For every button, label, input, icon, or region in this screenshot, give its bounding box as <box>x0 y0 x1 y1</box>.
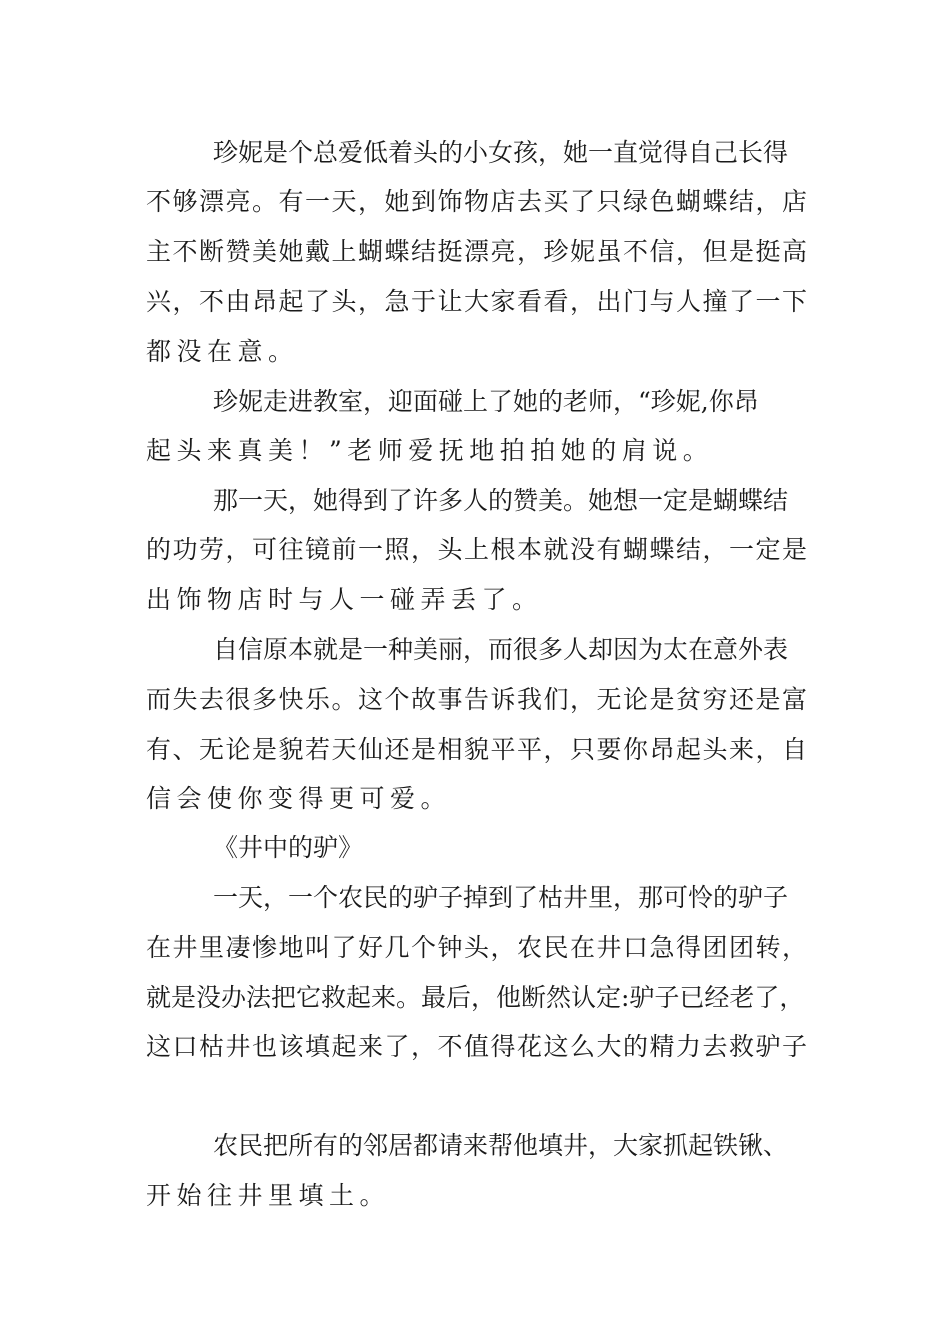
paragraph-3-line-2: 的功劳，可往镜前一照，头上根本就没有蝴蝶结，一定是 <box>146 535 809 564</box>
paragraph-5-line-4: 这口枯井也该填起来了，不值得花这么大的精力去救驴子 <box>146 1032 809 1061</box>
paragraph-4-line-1: 自信原本就是一种美丽，而很多人却因为太在意外表 <box>213 635 789 664</box>
paragraph-4-line-2: 而失去很多快乐。这个故事告诉我们，无论是贫穷还是富 <box>146 685 809 714</box>
paragraph-5-line-2: 在井里凄惨地叫了好几个钟头，农民在井口急得团团转， <box>146 933 809 962</box>
paragraph-5-line-1: 一天，一个农民的驴子掉到了枯井里，那可怜的驴子 <box>213 883 789 912</box>
paragraph-1-line-4: 兴，不由昂起了头，急于让大家看看，出门与人撞了一下 <box>146 287 809 316</box>
story-title: 《井中的驴》 <box>213 833 364 862</box>
paragraph-4-line-4: 信会使你变得更可爱。 <box>146 784 452 813</box>
paragraph-2-line-2: 起头来真美！”老师爱抚地拍拍她的肩说。 <box>146 436 714 465</box>
paragraph-5-line-3: 就是没办法把它救起来。最后，他断然认定:驴子已经老了， <box>146 983 805 1012</box>
paragraph-1-line-5: 都没在意。 <box>146 337 299 366</box>
paragraph-6-line-1: 农民把所有的邻居都请来帮他填井，大家抓起铁锹、 <box>213 1131 789 1160</box>
paragraph-4-line-3: 有、无论是貌若天仙还是相貌平平，只要你昂起头来，自 <box>146 735 809 764</box>
paragraph-1-line-1: 珍妮是个总爱低着头的小女孩，她一直觉得自己长得 <box>213 138 789 167</box>
paragraph-2-line-1: 珍妮走进教室，迎面碰上了她的老师，“珍妮,你昂 <box>213 387 759 416</box>
paragraph-1-line-2: 不够漂亮。有一天，她到饰物店去买了只绿色蝴蝶结，店 <box>146 187 809 216</box>
paragraph-1-line-3: 主不断赞美她戴上蝴蝶结挺漂亮，珍妮虽不信，但是挺高 <box>146 237 809 266</box>
paragraph-3-line-1: 那一天，她得到了许多人的赞美。她想一定是蝴蝶结 <box>213 486 789 515</box>
paragraph-3-line-3: 出饰物店时与人一碰弄丢了。 <box>146 585 543 614</box>
paragraph-6-line-2: 开始往井里填土。 <box>146 1181 391 1210</box>
